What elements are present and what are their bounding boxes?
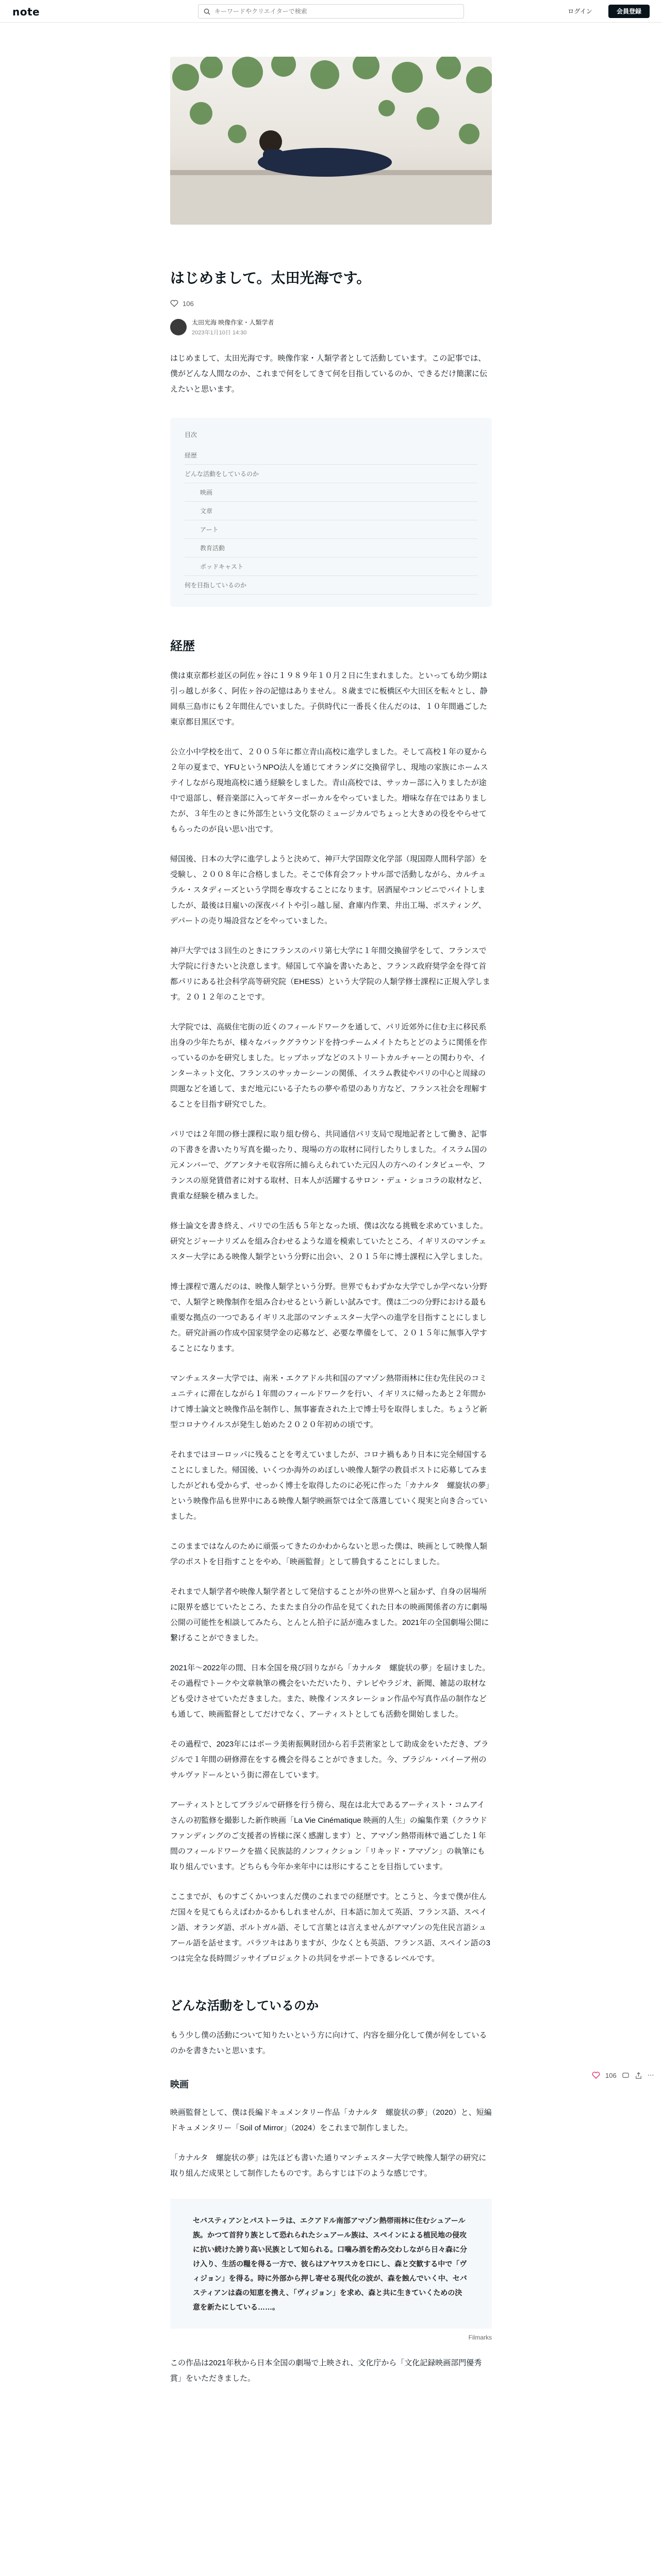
intro-paragraph: はじめまして、太田光海です。映像作家・人類学者として活動しています。この記事では、僕がどんな人間なのか、これまで何をしてきて何を目指しているのか、できるだけ簡潔に伝えたいと思います。 — [170, 354, 488, 394]
login-button[interactable]: ログイン — [568, 8, 592, 15]
toc-item[interactable]: 経歴 — [185, 446, 477, 465]
author-name[interactable]: 太田光海 映像作家・人類学者 — [192, 319, 274, 327]
signup-button[interactable]: 会員登録 — [608, 5, 650, 18]
search-input[interactable] — [214, 8, 464, 15]
award-paragraph: この作品は2021年秋から日本全国の劇場で上映され、文化庁から「文化記録映画部門優秀賞」をいただきました。 — [170, 2359, 482, 2383]
career-paragraph: ここまでが、ものすごくかいつまんだ僕のこれまでの経歴です。とこうと、今まで僕が住んだ国々を見てもらえばわかるかもしれませんが、日本語に加えて英語、フランス語、スペイン語、オランダ語、ポルトガル語、そして言葉とは言えませんがアマゾンの先住民言語シュアール語を話せます。パラツキはありますが、少なくとも英語、フランス語、スペイン語の3つは完全な長時間ジッサイプロジェクトの共同をサポートできるレベルです。 — [170, 1892, 490, 1963]
like-count: 106 — [605, 2071, 617, 2079]
section-heading-career: 経歴 — [170, 639, 195, 654]
career-paragraph: それまで人類学者や映像人類学者として発信することが外の世界へと届かず、自身の居場所に限界を感じていたところ、たまたま自分の作品を見てくれた日本の映画関係者の方に劇場公開の可能性を相談してみたら、とんとん拍子に話が進みました。2021年の全国劇場公開に繋げることができました。 — [170, 1587, 489, 1643]
toc-item[interactable]: どんな活動をしているのか — [185, 465, 477, 483]
career-paragraph: 僕は東京都杉並区の阿佐ヶ谷に１９８９年１０月２日に生まれました。といっても幼少期は引っ越しが多く、阿佐ヶ谷の記憶はありません。８歳までに板橋区や大田区を転々とし、静岡県三島市にも２年間住んでいました。子供時代に一番長く住んだのは、１０年間過ごした東京都目黒区です。 — [170, 671, 488, 727]
like-bar — [170, 299, 492, 308]
comment-icon[interactable] — [622, 2072, 630, 2079]
heart-icon[interactable] — [170, 299, 178, 308]
career-paragraph: このままではなんのために頑張ってきたのかわからないと思った僕は、映画として映像人類学のポストを目指すことをやめ、「映画監督」として勝負することにしました。 — [170, 1542, 488, 1567]
toc-heading[interactable]: 目次 — [185, 431, 197, 439]
section-heading-activity: どんな活動をしているのか — [170, 1999, 319, 2013]
career-paragraph: 大学院では、高級住宅街の近くのフィールドワークを通して、パリ近郊外に住む主に移民系出身の少年たちが、様々なバックグラウンドを持つチームメイトたちとどのように関係を作っているのかを研究しました。ヒップホップなどのストリートカルチャーとの関わりや、インターネット文化、フランスのサッカーシーンの関係、イスラム教徒やパリの中心と周縁の問題などを通して、まだ地元にいる子たちの夢や希望のあり方など、フランス社会を理解することを目指す研究でした。 — [170, 1023, 487, 1109]
search-icon — [204, 8, 210, 15]
career-paragraph: パリでは２年間の修士課程に取り組む傍ら、共同通信パリ支局で現地記者として働き、記事の下書きを書いたり写真を撮ったり、現場の方の取材に同行したりしました。イスラム国の元メンバーで、グアンタナモ収容所に捕らえられていた元囚人の方へのインタビューや、フランスの原発賃借者に対する取材、日本人が活躍するサロン・デュ・ショコラの取材など、貴重な経験を積みました。 — [170, 1130, 487, 1201]
career-paragraph: 神戸大学では３回生のときにフランスのパリ第七大学に１年間交換留学をして、フランスで大学院に行きたいと決意します。帰国して卒論を書いたあと、フランス政府奨学金を得て首都パリにある社会科学高等研究院（EHESS）という大学院の人類学修士課程に正規入学します。２０１２年のことです。 — [170, 946, 490, 1002]
career-paragraph: それまではヨーロッパに残ることを考えていましたが、コロナ禍もあり日本に完全帰国することにしました。帰国後、いくつか海外のめぼしい映像人類学の教員ポストに応募してみましたがどれも受からず、せっかく博士を取得したのに必死に作った「カナルタ 螺旋状の夢」という映像作品も世界中にある映像人類学映画祭では全て落選していく現実と向き合っていました。 — [170, 1450, 490, 1521]
career-paragraph: 帰国後、日本の大学に進学しようと決めて、神戸大学国際文化学部（現国際人間科学部）を受験し、２００８年に合格しました。そこで体育会フットサル部で活動しながら、カルチュラル・スタディーズという学問を専攻することになります。居酒屋やコンビニでバイトしましたが、最後は日雇いの深夜バイトや引っ越し屋、倉庫内作業、井出工場、ポスティング、デパートの売り場設営などをやっていました。 — [170, 855, 487, 926]
heart-icon[interactable] — [592, 2071, 600, 2079]
toc-item[interactable]: 映画 — [185, 483, 477, 502]
career-paragraph: 公立小中学校を出て、２００５年に都立青山高校に進学しました。そして高校１年の夏から２年の夏まで、YFUというNPO法人を通じてオランダに交換留学し、現地の家族にホームステイしながら現地高校に通う経験をしました。青山高校では、サッカー部に入りましたが途中で退部し、軽音楽部に入ってギターボーカルをやっていました。増味な存在ではありましたが、３年生のときに外部生という文化祭のミュージカルでちょっと大きめの役をやらせてもらったのが良い思い出です。 — [170, 748, 488, 834]
film-paragraph: 「カナルタ 螺旋状の夢」は先ほども書いた通りマンチェスター大学で映像人類学の研究に取り組んだ成果として制作したものです。あらすじは下のような感じです。 — [170, 2154, 487, 2178]
like-count: 106 — [183, 299, 194, 308]
synopsis-quote: セバスティアンとパストーラは、エクアドル南部アマゾン熱帯雨林に住むシュアール族。かつて首狩り族として恐れられたシュアール族は、スペインによる植民地の侵攻に抗い続けた誇り高い民族として知られる。口噛み酒を酌み交わしながら日々森に分け入り、生活の糧を得る一方で、彼らはアヤワスカを口にし、森と交歓する中で「ヴィジョン」を得る。時に外部から押し寄せる現代化の波が、森を蝕んでいく中、セバスティアンは森の知恵を携え、「ヴィジョン」を求め、森と共に生きていくための決意を新たにしている……。 — [170, 2199, 492, 2329]
article-body — [170, 268, 492, 2386]
note-logo[interactable]: note — [12, 6, 40, 18]
post-date: 2023年1月10日 14:30 — [192, 330, 247, 336]
toc-item[interactable]: 教育活動 — [185, 539, 477, 557]
activity-intro: もう少し僕の活動について知りたいという方に向けて、内容を細分化して僕が何をしているのかを書きたいと思います。 — [170, 2031, 487, 2056]
toc-item[interactable]: 何を目指しているのか — [185, 576, 477, 595]
author-block[interactable] — [170, 318, 492, 336]
avatar[interactable] — [170, 319, 187, 335]
more-icon[interactable]: ⋯ — [647, 2071, 654, 2079]
career-paragraph: その過程で、2023年にはポーラ美術振興財団から若手芸術家として助成金をいただき、ブラジルで１年間の研修滞在をする機会を得ることができました。今、ブラジル・バイーア州のサルヴァドールという街に滞在しています。 — [170, 1740, 489, 1780]
article-hero-image — [170, 57, 492, 225]
career-paragraph: アーティストとしてブラジルで研修を行う傍ら、現在は北大であるアーティスト・コムアイさんの初監修を撮影した新作映画「La Vie Cinématique 映画的人生」の編集作業（クラウドファンディングのご支援者の皆様に深く感謝します）と、アマゾン熱帯雨林で過ごした１年間のフィールドワークを描く民族誌的ノンフィクション「リキッド・アマゾン」の執筆にも取り組んでいます。どちらも今年か来年中には形にすることを目指しています。 — [170, 1801, 487, 1872]
toc-item[interactable]: アート — [185, 520, 477, 539]
career-paragraph: 博士課程で選んだのは、映像人類学という分野。世界でもわずかな大学でしか学べない分野で、人類学と映像制作を組み合わせるという新しい試みです。僕は二つの分野における最も重要な拠点の一つであるイギリス北部のマンチェスター大学への進学を目指すことにしました。研究計画の作成や国家奨学金の応募など、必要な準備をして、２０１５年に無事入学することになります。 — [170, 1282, 488, 1353]
side-action-bar — [592, 2071, 654, 2079]
film-paragraph: 映画監督として、僕は長編ドキュメンタリー作品「カナルタ 螺旋状の夢」（2020）と、短編ドキュメンタリー「Soil of Mirror」（2024）をこれまで制作しました。 — [170, 2108, 492, 2133]
toc-item[interactable]: 文章 — [185, 502, 477, 520]
table-of-contents — [170, 418, 492, 607]
career-paragraph: 2021年〜2022年の間、日本全国を飛び回りながら「カナルタ 螺旋状の夢」を届けました。その過程でトークや文章執筆の機会をいただいたり、テレビやラジオ、新聞、雑誌の取材なども受けさせていただきました。また、映像インスタレーション作品や写真作品の制作なども通して、映画監督としてだけでなく、アーティストとしても活動を開始しました。 — [170, 1664, 490, 1719]
site-header — [0, 0, 662, 23]
subheading-film: 映画 — [170, 2079, 189, 2090]
hero-photo — [170, 57, 492, 225]
career-paragraph: マンチェスター大学では、南米・エクアドル共和国のアマゾン熱帯雨林に住む先住民のコミュニティに滞在しながら１年間のフィールドワークを行い、イギリスに帰ったあと２年間かけて博士論文と映像作品を制作し、無事審査された上で博士号を取得しました。ちょうど新型コロナウイルスが発生し始めた２０２０年初めの頃です。 — [170, 1374, 488, 1430]
share-icon[interactable] — [635, 2072, 642, 2079]
search-box[interactable] — [198, 4, 464, 19]
article-title: はじめまして。太田光海です。 — [170, 270, 371, 286]
quote-source: Filmarks — [468, 2334, 492, 2342]
toc-item[interactable]: ポッドキャスト — [185, 557, 477, 576]
career-paragraph: 修士論文を書き終え、パリでの生活も５年となった頃、僕は次なる挑戦を求めていました。研究とジャーナリズムを組み合わせるような道を模索していたところ、イギリスのマンチェスター大学にある映像人類学という分野に出会い、２０１５年に博士課程に入学しました。 — [170, 1222, 488, 1262]
